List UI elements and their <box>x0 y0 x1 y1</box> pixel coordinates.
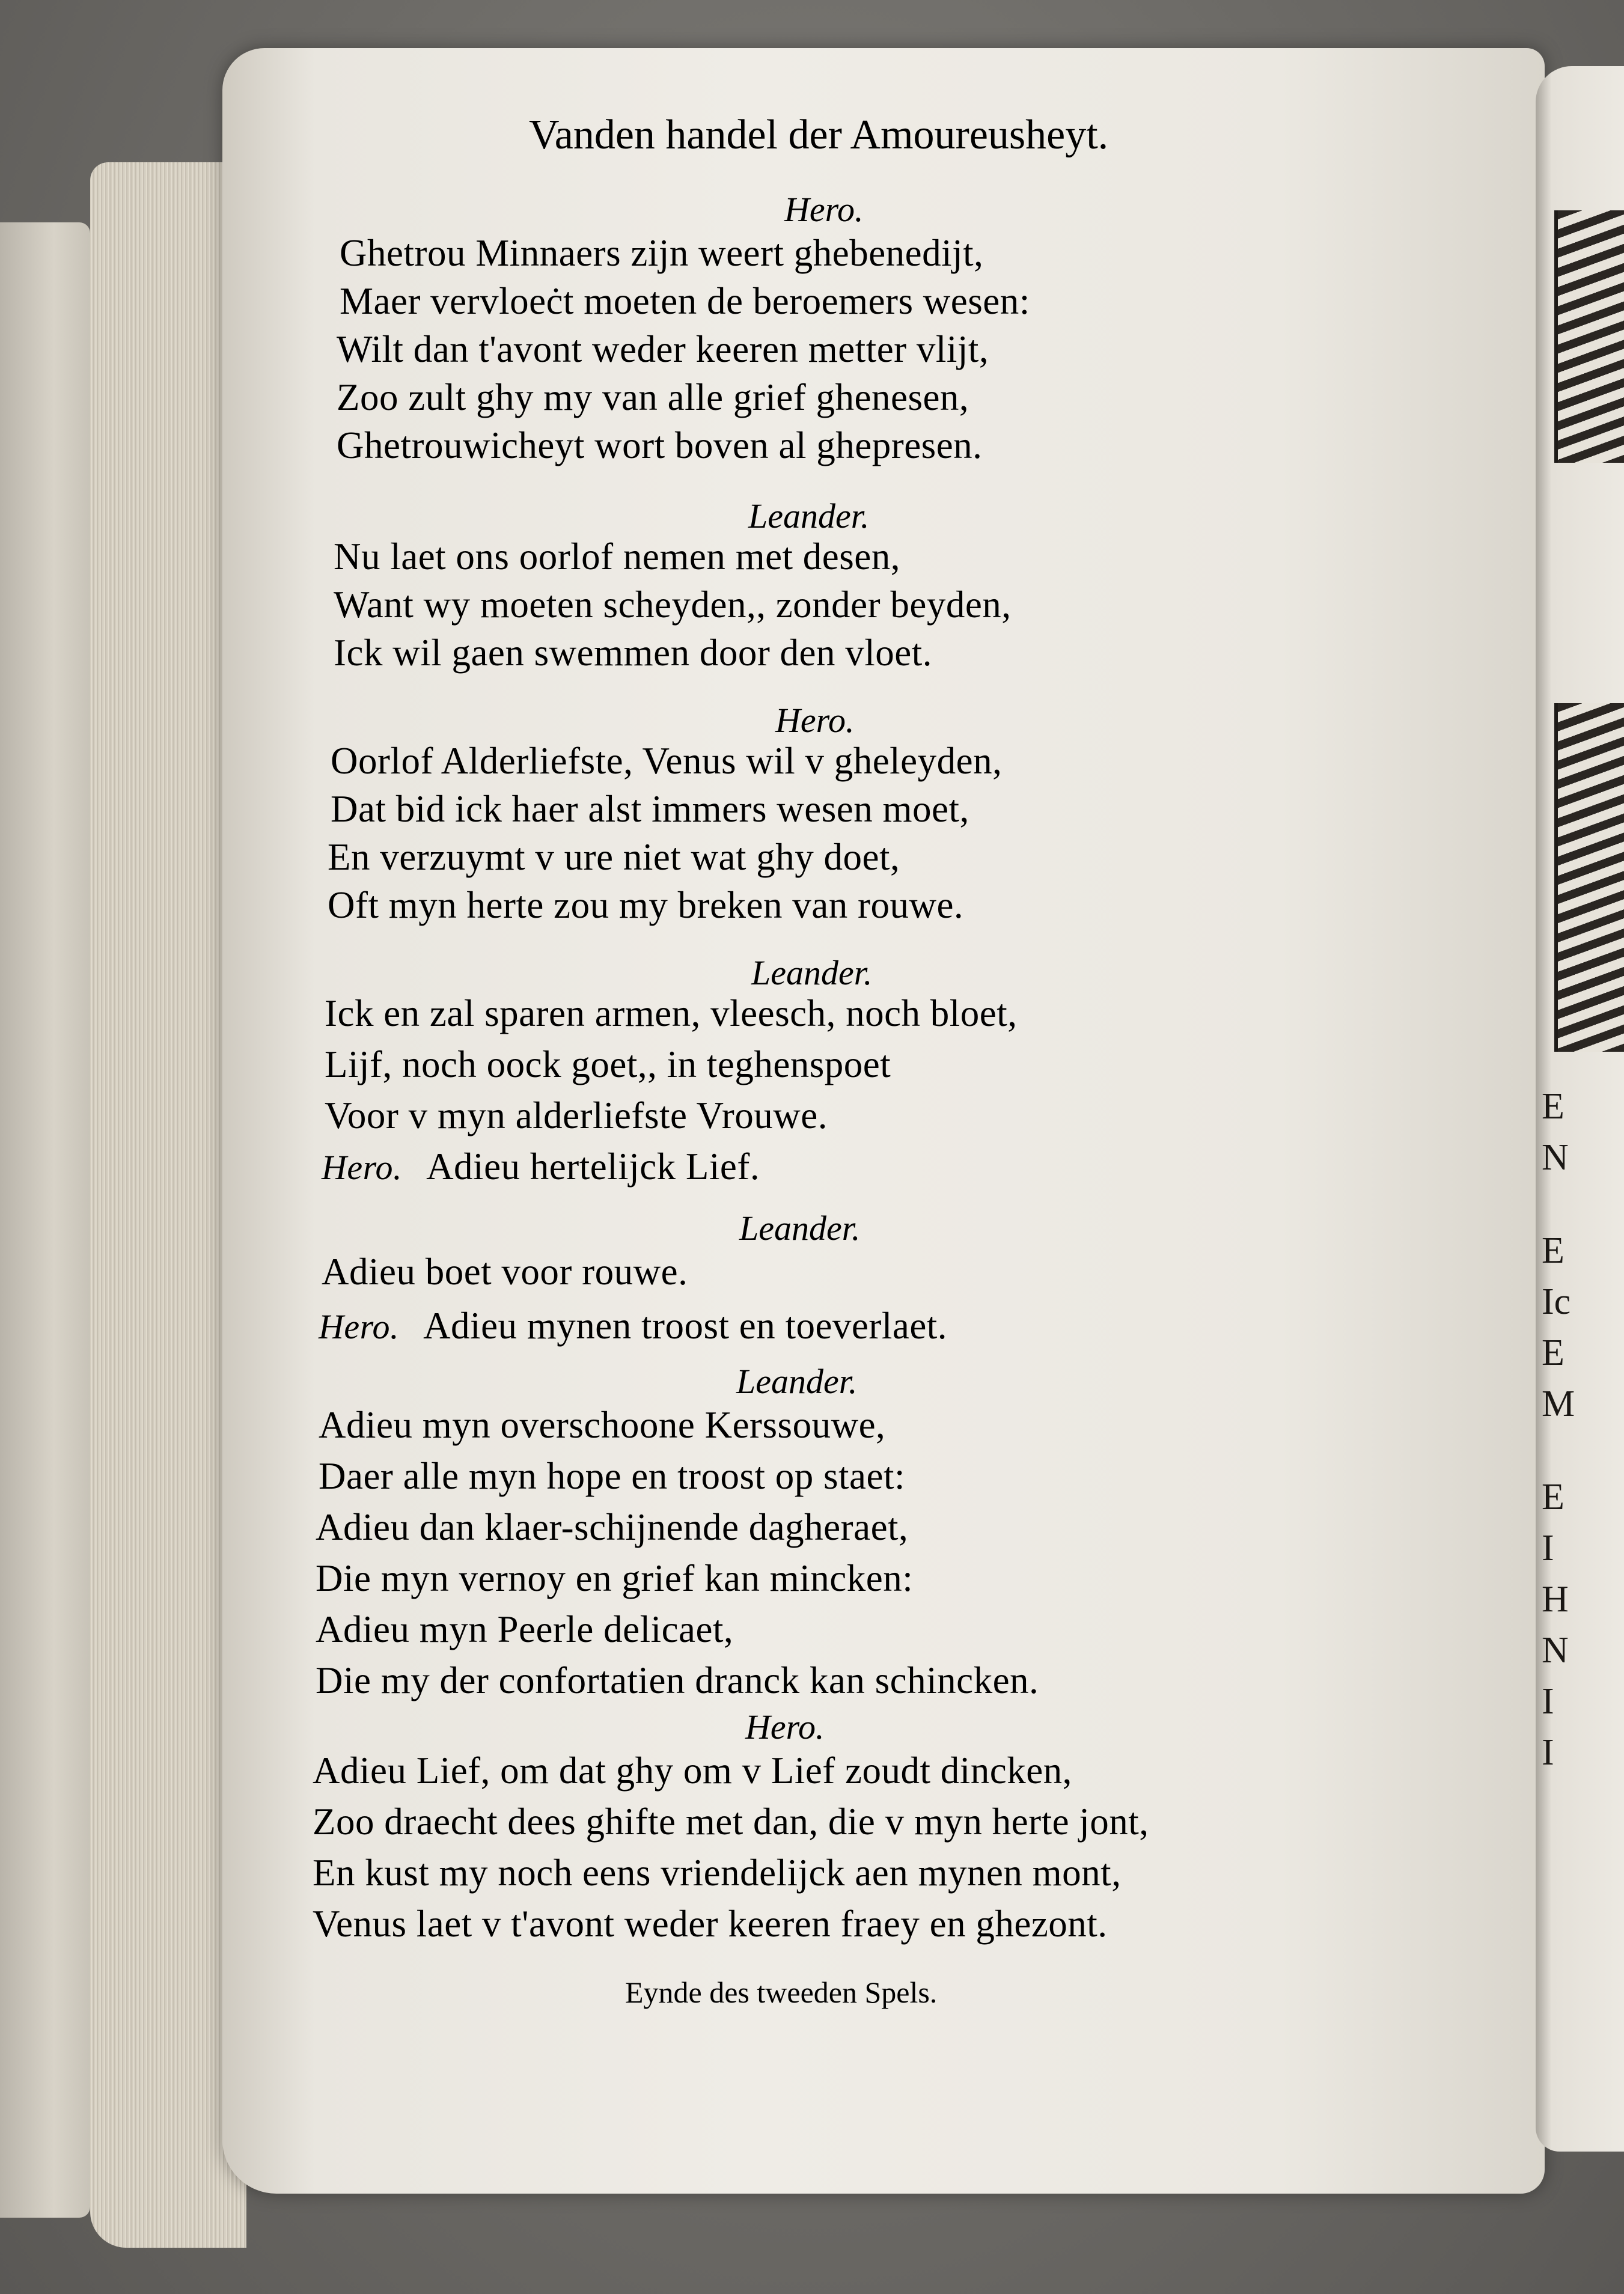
verse-line: En verzuymt v ure niet wat ghy doet, <box>328 836 900 878</box>
verse-line: Adieu myn overschoone Kerssouwe, <box>319 1404 886 1446</box>
verse-line-with-speaker <box>319 1307 947 1345</box>
verse-line: Ghetrouwicheyt wort boven al ghepresen. <box>337 424 983 466</box>
verse-line: Adieu dan klaer-schijnende dagheraet, <box>316 1506 909 1548</box>
verse-line: Ick wil gaen swemmen door den vloet. <box>334 632 932 674</box>
edge-letter: Ic <box>1542 1281 1571 1322</box>
edge-letter: N <box>1542 1137 1569 1178</box>
edge-letter: I <box>1542 1732 1554 1773</box>
verse-line-with-speaker <box>322 1145 760 1188</box>
closing-line: Eynde des tweeden Spels. <box>625 1975 938 2009</box>
edge-letter: N <box>1542 1630 1569 1671</box>
woodcut-ornament-top <box>1554 210 1624 463</box>
edge-letter: M <box>1542 1383 1575 1424</box>
edge-letter: E <box>1542 1230 1564 1271</box>
edge-letter: H <box>1542 1579 1569 1620</box>
verse-line: Zoo draecht dees ghifte met dan, die v myn herte jont, <box>313 1801 1149 1843</box>
woodcut-ornament-middle <box>1554 703 1624 1052</box>
speaker-label: Hero. <box>319 1307 400 1346</box>
verse-line: Oft myn herte zou my breken van rouwe. <box>328 884 964 926</box>
verse-line: Lijf, noch oock goet,, in teghenspoet <box>325 1043 891 1085</box>
verse-line: Voor v myn alderliefste Vrouwe. <box>325 1094 828 1136</box>
edge-letter: E <box>1542 1332 1564 1373</box>
verse-line: Maer vervloeċt moeten de beroemers wesen: <box>340 280 1030 322</box>
verse-line: Adieu boet voor rouwe. <box>322 1251 688 1293</box>
verse-line: Dat bid ick haer alst immers wesen moet, <box>331 788 969 830</box>
speaker-label: Leander. <box>739 1209 861 1248</box>
verse-line: Ick en zal sparen armen, vleesch, noch bloet, <box>325 992 1018 1034</box>
verse-line: Zoo zult ghy my van alle grief ghenesen, <box>337 376 969 418</box>
book-left-cover <box>0 222 90 2218</box>
speaker-label: Hero. <box>322 1148 403 1187</box>
verse-line: Die my der confortatien dranck kan schincken. <box>316 1659 1039 1701</box>
facing-page-edge <box>1536 66 1624 2152</box>
verse-text: Adieu mynen troost en toeverlaet. <box>423 1305 948 1347</box>
verse-line: Want wy moeten scheyden,, zonder beyden, <box>334 584 1012 626</box>
verse-line: En kust my noch eens vriendelijck aen mynen mont, <box>313 1852 1122 1894</box>
edge-letter: E <box>1542 1086 1564 1127</box>
verse-line: Daer alle myn hope en troost op staet: <box>319 1455 905 1497</box>
verse-line: Oorlof Alderliefste, Venus wil v gheleyden, <box>331 740 1003 782</box>
verse-text: Adieu hertelijck Lief. <box>426 1145 760 1188</box>
speaker-label: Hero. <box>775 701 855 740</box>
verse-line: Nu laet ons oorlof nemen met desen, <box>334 535 900 578</box>
speaker-label: Leander. <box>736 1362 858 1401</box>
verse-line: Adieu myn Peerle delicaet, <box>316 1608 734 1650</box>
edge-letter: I <box>1542 1681 1554 1722</box>
verse-line: Wilt dan t'avont weder keeren metter vlijt, <box>337 328 989 370</box>
verse-line: Die myn vernoy en grief kan mincken: <box>316 1557 914 1599</box>
speaker-label: Leander. <box>751 953 873 992</box>
running-title: Vanden handel der Amoureusheyt. <box>529 112 1109 158</box>
verse-line: Adieu Lief, om dat ghy om v Lief zoudt dincken, <box>313 1749 1072 1792</box>
speaker-label: Leander. <box>748 496 870 535</box>
speaker-label: Hero. <box>745 1707 825 1746</box>
verse-line: Venus laet v t'avont weder keeren fraey en ghezont. <box>313 1903 1108 1945</box>
edge-letter: E <box>1542 1477 1564 1518</box>
verse-line: Ghetrou Minnaers zijn weert ghebenedijt, <box>340 232 984 274</box>
edge-letter: I <box>1542 1528 1554 1569</box>
speaker-label: Hero. <box>784 190 864 229</box>
